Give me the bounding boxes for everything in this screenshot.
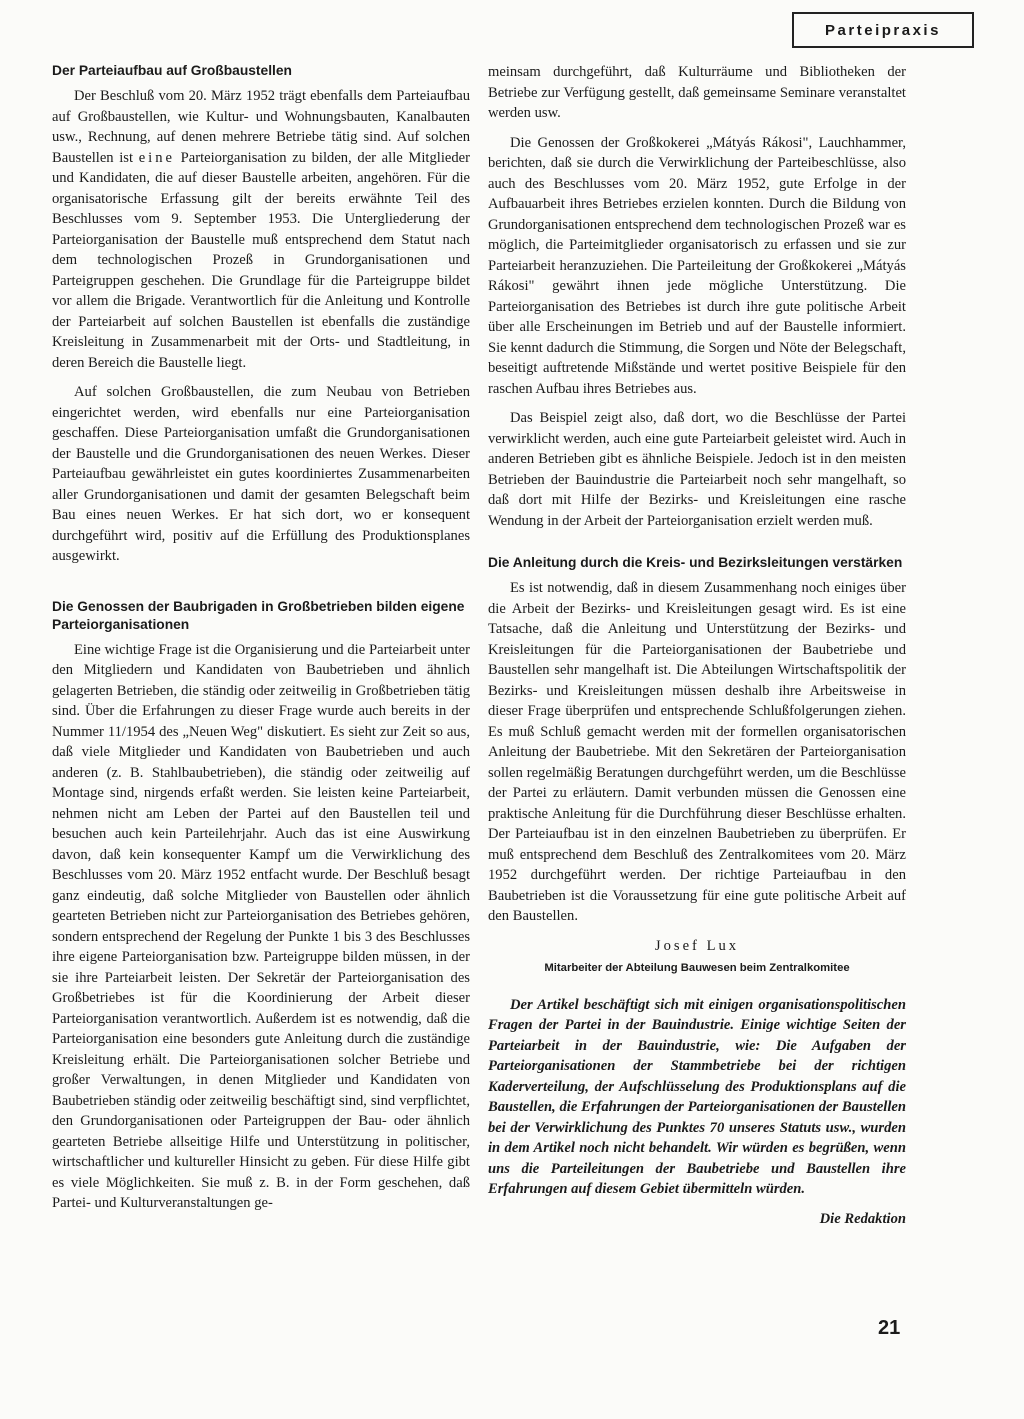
paragraph: Eine wichtige Frage ist die Organisierung und die Parteiarbeit unter den Mitgliedern und Kandidaten von Baubetrieben und ähnlich gelagerten Betrieben, die ständig oder zeitweilig in Großbetrieben tätig sind. Über die Erfahrungen zu dieser Frage wurde auch bereits in der Nummer 11/1954 des „Neuen Weg" diskutiert. Es sieht zur Zeit so aus, daß viele Mitglieder und Kandidaten von Baubetrieben und auch anderen (z. B. Stahlbaubetrieben), die ständig oder zeitweilig auf Montage sind, nirgends erfaßt werden. Sie leisten keine Parteiarbeit, nehmen nicht am Leben der Partei auf den Baustellen teil und besuchen auch kein Parteilehrjahr. Auch das ist eine Auswirkung davon, daß kein konsequenter Kampf um die Verwirklichung des Beschlusses vom 20. März 1952 entfacht wurde. Der Beschluß besagt ganz eindeutig, daß solche Mitglieder von Baustellen oder ähnlich gearteten Betrieben nicht zur Parteiorganisation des Betriebes gehören, sondern entsprechend der Regelung der Punkte 1 bis 3 des Beschlusses ihre eigene Parteiorganisation bzw. Parteigruppe bilden müssen, in der sie ihre Parteiarbeit leisten. Der Sekretär der Parteiorganisation des Großbetriebes ist für die Koordinierung der Arbeit dieser Parteiorganisation verantwortlich. Außerdem ist es notwendig, daß die Parteiorganisation eine besonders gute Anleitung durch die zuständige Kreisleitung erhält. Die Parteiorganisationen solcher Betriebe und großer Verwaltungen, in denen Mitglieder und Kandidaten von Baubetrieben ständig oder zeitweilig beschäftigt sind, sind verpflichtet, den Grundorganisationen oder Parteigruppen der Bau- oder ähnlich gearteten Betriebe allseitige Hilfe und Unterstützung in politischer, wirtschaftlicher und kultureller Hinsicht zu geben. Für diese Hilfe gibt es viele Möglichkeiten. Sie muß z. B. in der Form geschehen, daß Partei- und Kulturveranstaltungen ge- [52,641,470,1211]
paragraph-text: Parteiorganisation zu bilden, der alle Mitglieder und Kandidaten, die auf dieser Baustelle arbeiten, angehören. Für die organisatorische Erfassung gilt der bereits erwähnte Teil des Beschlusses vom 9. September 1953. Die Untergliederung der Parteiorganisation der Baustelle muß entsprechend dem Statut nach dem technologischen Prozeß in Grundorganisationen und Parteigruppen geschehen. Die Grundlage für die Parteigruppe bildet vor allem die Brigade. Verantwortlich für die Anleitung und Kontrolle der Parteiarbeit auf solchen Baustellen ist ebenfalls die zuständige Kreisleitung in Zusammenarbeit mit der Orts- und Stadtleitung, in deren Bereich die Baustelle liegt. [52,149,470,371]
paragraph: Auf solchen Großbaustellen, die zum Neubau von Betrieben eingerichtet werden, wird ebenfalls nur eine Parteiorganisation geschaffen. Diese Parteiorganisation umfaßt die Grundorganisationen der Baustelle und die Grundorganisationen des neuen Werkes. Dieser Parteiaufbau gewährleistet ein gutes koordiniertes Zusammenarbeiten aller Grundorganisationen und damit der gesamten Belegschaft beim Bau eines neuen Werkes. Er hat sich dort, wo er konsequent durchgeführt wird, positiv auf die Erfüllung des Produktionsplanes ausgewirkt. [52,384,470,564]
section-heading-anleitung: Die Anleitung durch die Kreis- und Bezirksleitungen verstärken [488,555,903,570]
editorial-signature: Die Redaktion [819,1210,906,1227]
right-column [488,62,906,1229]
paragraph-text: Der Beschluß vom 20. März 1952 trägt ebenfalls dem Parteiaufbau auf Großbaustellen, wie Kultur- und Wohnungsbauten, Kanalbauten usw., Rechnung, auf denen mehrere Betriebe tätig sind. Auf solchen Baustellen ist [52,88,470,166]
author-name: Josef Lux [654,937,740,954]
section-heading-baubrigaden: Die Genossen der Baubrigaden in Großbetrieben bilden eigene Parteiorganisationen [52,598,465,632]
page-number: 21 [878,1317,901,1339]
author-role: Mitarbeiter der Abteilung Bauwesen beim Zentralkomitee [544,962,850,974]
section-header-label: Parteipraxis [792,12,974,48]
paragraph: Das Beispiel zeigt also, daß dort, wo die Beschlüsse der Partei verwirklicht werden, auch eine gute Parteiarbeit geleistet wird. Auch in anderen Betrieben gibt es ähnliche Beispiele. Jedoch ist in den meisten Betrieben der Bauindustrie die Parteiarbeit noch sehr mangelhaft, so daß dort mit Hilfe der Bezirks- und Kreisleitungen eine rasche Wendung in der Arbeit der Parteiorganisation erzielt werden muß. [488,410,906,529]
left-column [52,62,470,1223]
paragraph [52,86,470,373]
editorial-note: Der Artikel beschäftigt sich mit einigen organisationspolitischen Fragen der Partei in der Bauindustrie. Einige wichtige Seiten der Parteiarbeit in der Bauindustrie, wie: Die Aufgaben der Parteiorganisationen der Stammbetriebe bei der richtigen Kaderverteilung, der Aufschlüsselung des Produktionsplans auf die Baustellen, die Erfahrungen der Parteiorganisationen der Baustellen bei der Verwirklichung des Punktes 70 unseres Statuts usw., wurden in dem Artikel noch nicht behandelt. Wir würden es begrüßen, wenn uns die Parteileitungen der Baubetriebe und Baustellen ihre Erfahrungen auf diesem Gebiet übermitteln würden. [488,996,906,1197]
paragraph-continuation: meinsam durchgeführt, daß Kulturräume und Bibliotheken der Betriebe zur Verfügung gestellt, daß gemeinsame Seminare veranstaltet werden usw. [488,64,906,121]
paragraph: Die Genossen der Großkokerei „Mátyás Rákosi", Lauchhammer, berichten, daß sie durch die Verwirklichung der Parteibeschlüsse, also auch des Beschlusses vom 20. März 1952, gute Erfolge in der Aufbauarbeit ihres Betriebes erzielen konnten. Durch die Bildung von Grundorganisationen entsprechend dem technologischen Prozeß war es möglich, die Parteimitglieder organisatorisch zu erfassen und sie zur Parteiarbeit heranzuziehen. Die Parteileitung der Großkokerei „Mátyás Rákosi" gewährt ihnen jede mögliche Unterstützung. Die Parteiorganisation des Betriebes ist durch ihre gute politische Arbeit über alle Erscheinungen im Betrieb und auf der Baustelle informiert. Sie kennt dadurch die Stimmung, die Sorgen und Nöte der Belegschaft, beseitigt auftretende Mißstände und wertet positive Beispiele für den raschen Aufbau ihres Betriebes aus. [488,134,906,397]
emphasized-word: eine [138,149,175,166]
section-heading-parteiaufbau: Der Parteiaufbau auf Großbaustellen [52,63,292,78]
paragraph: Es ist notwendig, daß in diesem Zusammenhang noch einiges über die Arbeit der Bezirks- und Kreisleitungen gesagt wird. Es ist eine Tatsache, daß die Anleitung und Unterstützung der Bezirks- und Kreisleitungen für die Parteiorganisationen der Baubetriebe und Baustellen sehr mangelhaft ist. Die Abteilungen Wirtschaftspolitik der Bezirks- und Kreisleitungen müssen deshalb ihre Arbeitsweise in dieser Frage überprüfen und entsprechende Schlußfolgerungen ziehen. Es muß Schluß gemacht werden mit der formellen organisatorischen Anleitung der Baubetriebe. Mit den Sekretären der Parteiorganisation sollen regelmäßig Beratungen durchgeführt werden, um die Beschlüsse der Partei zu erläutern. Damit verbunden müssen die Genossen eine praktische Anleitung für die Durchführung dieser Beschlüsse erhalten. Der Parteiaufbau ist in den einzelnen Baubetrieben zu überprüfen. Er muß entsprechend dem Beschluß des Zentralkomitees vom 20. März 1952 durchgeführt werden. Der richtige Parteiaufbau in den Baubetrieben ist die Voraussetzung für eine gute politische Arbeit auf den Baustellen. [488,580,906,924]
